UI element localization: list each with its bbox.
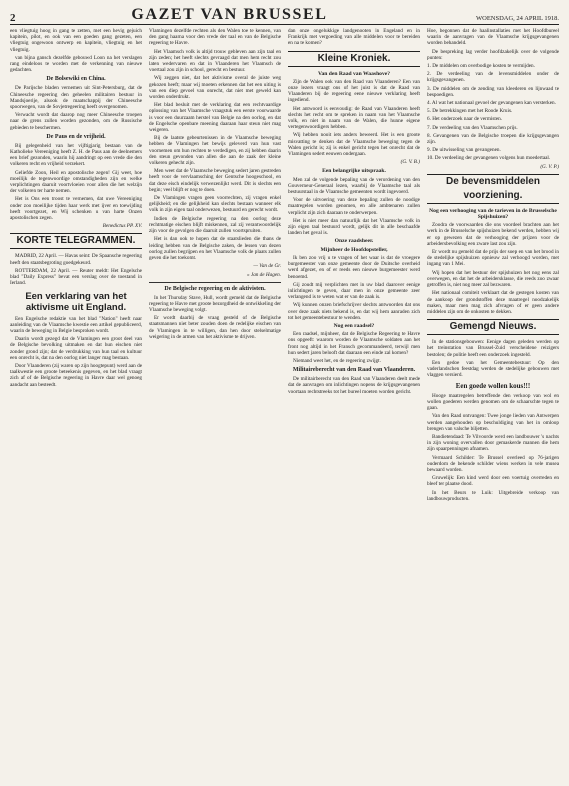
- paragraph: Een raadsel, mijnheer, dat de Belgische Regeering te Havre ons opgeeft: waarom worden de Vlaamsche soldaten aan het front nog altijd in het Fransch gecommandeerd, terwijl men hun sedert jaren belooft dat daaraan een einde zal komen?: [288, 331, 420, 356]
- article-signature: Benedictus PP. XV.: [102, 223, 142, 230]
- columns: [10, 28, 559, 780]
- newspaper-title: GAZET VAN BRUSSEL: [131, 6, 328, 23]
- paragraph: Het nationaal comiteit verklaart dat de gestegen kosten van de aankoop der grondstoffen deze maatregel noodzakelijk maken, maar men mag zich afvragen of er geen andere middelen zijn om de onkosten te dekken.: [427, 290, 559, 315]
- paragraph: Het is Ons een troost te vernemen, dat uwe Vereeniging onder zoo moeilijke tijden haar werk met ijver en toewijding heeft voortgezet, en Wij schenken u van harte Onzen apostolischen zegen.: [10, 196, 142, 222]
- paragraph: Gruwelijk: Een kind werd door een voertuig overreden en bleef ter plaatse dood.: [427, 475, 559, 488]
- article-headline: Een verklaring van het aktivisme uit England.: [25, 290, 127, 313]
- paragraph: Men zal de volgende bepaling van de verordening van den Gouverneur-Generaal lezen, waarbij de Vlaamsche taal als bestuurstaal in de Vlaamsche gemeenten wordt ingevoerd.: [288, 176, 420, 196]
- article-headline: De Bolsewiki en China.: [46, 76, 106, 83]
- paragraph: Wij hebben nooit iets anders beweerd. Het is een groote misvatting te denken dat de Vlaamsche beweging tegen de Walen gericht is; zij is enkel gericht tegen het onrecht dat de Vlamingen sedert eeuwen ondergaan.: [288, 132, 420, 158]
- paragraph: Er wordt nu gemeld dat de prijs der soep en van het brood in de stedelijke spijshuizen opnieuw zal verhoogd worden, met ingang van 1 Mei.: [427, 249, 559, 268]
- paragraph: Bij gelegenheid van het vijftigjarig bestaan van de Katholieke Vereeniging heeft Z. H. de Paus aan de deelnemers een brief gezonden, waarin hij aandringt op een vrede die den volkeren recht en vrijheid verzekert.: [10, 142, 142, 168]
- column-1: [10, 28, 142, 780]
- paragraph: Hoe, begonnen dat de haalinstallaties met het Hoofdbureel waarin de aanvragen van de Vlaamsche krijgsgevangenen worden behandeld.: [427, 28, 559, 47]
- article-headline: Onze raadsheer.: [334, 238, 374, 245]
- article-signature: (G. V. P.): [540, 163, 559, 170]
- paragraph: Men weet dat de Vlaamsche beweging sedert jaren gestreden heeft voor de vervlaamsching der Gentsche hoogeschool, en dat deze eisch eindelijk verwezenlijkt werd. Dit is slechts een begin; veel blijft er nog te doen.: [149, 168, 281, 193]
- paragraph: De Vlamingen vragen geen voorrechten, zij vragen enkel gelijkheid; en die gelijkheid kan slechts bestaan wanneer elk volk in zijn eigen taal onderwezen, bestuurd en gerecht wordt.: [149, 195, 281, 214]
- article-headline: Mijnheer de Hoofdopsteller,: [320, 246, 388, 253]
- paragraph: Voor de uitvoering van deze bepaling zullen de noodige maatregelen worden genomen, en alle ambtenaren zullen verplicht zijn zich daaraan te onderwerpen.: [288, 197, 420, 216]
- list-item: 6. Het onderzoek naar de vermisten.: [427, 116, 503, 123]
- list-item: 2. De verdeeling van de levensmiddelen onder de krijgsgevangenen.: [427, 71, 559, 84]
- paragraph: Het antwoord is eenvoudig: de Raad van Vlaanderen heeft slechts het recht om te spreken in naam van het Vlaamsche volk, en niet in naam van de Walen, die hunne eigene vertegenwoordigers hebben.: [288, 105, 420, 131]
- article-headline: Een goede wollen kous!!!: [455, 382, 531, 391]
- paragraph: De bespreking lag verder hoofdzakelijk over de volgende punten:: [427, 48, 559, 61]
- article-signature: (G. V. B.): [400, 159, 420, 166]
- article-headline: Nog een raadsel?: [333, 322, 375, 329]
- paragraph: De Parijsche bladen vernemen uit Sint-Petersburg, dat de Chineesche regeering den geheelen militairen bestuur in Mandsjoerije, alsook de maatschappij der Chineesche spoorwegen, van de Sovjetregeering heeft overgenomen.: [10, 85, 142, 111]
- issue-date: WOENSDAG, 24 APRIL 1918.: [475, 15, 559, 22]
- paragraph: De militairberecht van den Raad van Vlaanderen deelt mede dat de aanvragen om inlichtingen nopens de krijgsgevangenen voortaan rechtstreeks tot het bureel moeten worden gericht.: [288, 376, 420, 395]
- paragraph: van bijna gansch dezelfde gebouwd Loon na het verslagen rang eindeloos te worden met de verkenning van nieuwe gedachten.: [10, 54, 142, 74]
- paragraph: Het blad besluit met de verklaring dat een rechtvaardige oplossing van het Vlaamsche vraagstuk een eerste voorwaarde is voor een duurzaam herstel van Belgie na den oorlog, en dat de Engelsche openbare meening daaraan haar steun niet mag weigeren.: [149, 102, 281, 134]
- section-header: De bevensmiddelen voorziening.: [427, 174, 559, 204]
- list-item: 4. Al wat het nationaal gevoel der gevangenen kan versterken.: [427, 100, 556, 107]
- paragraph: Vlamingen dezelfde rechten als den Walen toe te kennen, van den gang haarna voor den vrede der taal en van de Belgische regeering te Havre.: [149, 28, 281, 47]
- list-item: 3. De middelen om de zending van kleederen en lijnwaad te bespoedigen.: [427, 85, 559, 98]
- paragraph: Geliefde Zoon, Heil en apostolische zegen! Gij weet, hoe moeilijk de tegenwoordige omstandigheden zijn en welke verplichtingen daaruit voortvloeien voor allen die het welzijn der volkeren ter harte nemen.: [10, 169, 142, 195]
- article-headline: Van den Raad van Waashove?: [317, 70, 391, 77]
- paragraph: In het Beurs te Luik: Uitgebreide verkoop van landbouwproducten.: [427, 489, 559, 502]
- paragraph: Een Engelsche redaktie van het blad "Nation" heeft naar aanleiding van de Vlaamsche kwestie een artikel gepubliceerd, waarin de beweging in Belgie besproken wordt.: [10, 315, 142, 334]
- paragraph: Zijn de Walen ook van den Raad van Vlaanderen? Een van onze lezers vraagt ons of het juist is dat de Raad van Vlaanderen bij de regeering eene nieuwe verklaring heeft ingediend.: [288, 78, 420, 104]
- page-number: 2: [10, 12, 16, 24]
- list-item: 9. De uitwisseling van gevangenen.: [427, 147, 501, 154]
- divider: [149, 282, 281, 283]
- list-item: 1. De middelen om overbodige kosten te vermijden.: [427, 63, 535, 70]
- article-signature: » Jan de Hagen.: [247, 272, 281, 279]
- list-item: 7. De verdeeling van den Vlaamschen prijs.: [427, 124, 518, 131]
- paragraph: Wij zeggen niet, dat het aktivisme overal de juiste weg gekozen heeft; maar wij moeten erkennen dat het een uiting is van een diep gevoel van onrecht, dat niet met geweld kan worden onderdrukt.: [149, 75, 281, 101]
- paragraph: In het Thursday Stave, Hull, wordt gemeld dat de Belgische regeering te Havre met groote bezorgdheid de ontwikkeling der Vlaamsche beweging volgt.: [149, 294, 281, 313]
- paragraph: Indien de Belgische regeering na den oorlog deze rechtmatige eischen blijft miskennen, zal zij verantwoordelijk zijn voor de gevolgen die daaruit zullen voortspruiten.: [149, 215, 281, 235]
- paragraph: Bij de laatste gebeurtenissen in de Vlaamsche beweging hebben de Vlamingen het bewijs geleverd van hun vast voornemen om hun rechten te verdedigen, en zij hebben daarin den steun gevonden van allen die aan de zaak der kleine volkeren gehecht zijn.: [149, 135, 281, 167]
- paragraph: Zoodra de voorwaarden die ons voordeel brachten aan het werk in de Brusselsche spijshuizen bekend werden, hebben wij er op gewezen dat de verhooging der prijzen voor de arbeidersbevolking een zware last zou zijn.: [427, 222, 559, 247]
- article-headline: Militaireberecht van den Raad van Vlaanderen.: [292, 367, 416, 374]
- paragraph: een vliegtuig hoog in gang te zetten, met een hevig gejuich kapitein, pilot, en ook van een goeden gang gezeten, een vliegtuig ongewoon ontwerp en kapitein, vliegtuig en het vliegtuig.: [10, 28, 142, 53]
- paragraph: Hooge maatregelen betreffende den verkoop van wol en wollen goederen werden genomen om de schaarschte tegen te gaan.: [427, 392, 559, 412]
- section-header: Kleine Kroniek.: [288, 51, 420, 67]
- telegram-item: MADRID, 22 April. — Havas seint: De Spaansche regeering heeft den staatsbegroting goedgekeurd.: [10, 253, 142, 266]
- article-signature: — Van de Gr.: [253, 263, 281, 270]
- paragraph: Wij kunnen onzen briefschrijver slechts antwoorden dat ons over deze zaak niets bekend is, en dat wij hem aanraden zich tot het gemeentebestuur te wenden.: [288, 302, 420, 321]
- article-headline: De Paus en de vrijheid.: [46, 133, 106, 140]
- paragraph: Verwacht wordt dat daarop nog meer Chineesche troepen naar de grens zullen worden gezonden, om de Russische gebieden te beschermen.: [10, 112, 142, 131]
- masthead: [10, 6, 559, 25]
- column-3: [288, 28, 420, 780]
- paragraph: dan onze ongelukkige landgenooten in Engeland en in Frankrijk met vergoeding van alle middelen voor te bereiden en na te komen?: [288, 28, 420, 47]
- list-item: 10. De verdeeling der gevangenen volgens hun moedertaal.: [427, 155, 551, 162]
- paragraph: In de stationsgebouwen: Eenige dagen geleden werden op het treinstation van Brussel-Zuid verscheidene reizigers bestolen; de politie heeft een onderzoek ingesteld.: [427, 339, 559, 358]
- section-header: KORTE TELEGRAMMEN.: [10, 233, 142, 249]
- section-header: Gemengd Nieuws.: [427, 319, 559, 335]
- article-headline: Een belangrijke uitspraak.: [322, 168, 386, 175]
- telegram-item: ROTTERDAM, 22 April. — Reuter meldt: Het Engelsche blad "Daily Express" bevat een verslag over de toestand in Ierland.: [10, 267, 142, 287]
- paragraph: Door Vlaanderen (zij waren op zijn hoogtepunt) werd aan de taalkwestie een groote beteekenis gegeven, en het blad vraagt zich af of de Belgische regeering in Havre daar wel genoeg aandacht aan besteedt.: [10, 362, 142, 388]
- paragraph: Niemand weet het, en de regeering zwijgt.: [293, 357, 381, 364]
- column-2: [149, 28, 281, 780]
- paragraph: Het Vlaamsch volk is altijd trouw gebleven aan zijn taal en zijn zeden; het heeft slechts gevraagd dat men hem recht zou laten wedervaren en dat in Vlaanderen het Vlaamsch de voertaal zou zijn in school, gerecht en bestuur.: [149, 48, 281, 74]
- paragraph: Bandietendaad: Te Vilvoorde werd een landbouwer 's nachts in zijn woning overvallen door gemaskerde mannen die hem zijn spaarpenningen afnamen.: [427, 434, 559, 453]
- paragraph: Vermaard Schilder: Te Brussel overleed op 76-jarigen ouderdom de bekende schilder wiens werken in vele musea bewaard worden.: [427, 454, 559, 474]
- paragraph: Het is dan ook te hopen dat de staatslieden die thans de leiding hebben van de Belgische zaken, de lessen van dezen oorlog zullen begrijpen en het Vlaamsche volk de plaats zullen geven die het toekomt.: [149, 236, 281, 261]
- paragraph: Er wordt daarbij de vraag gesteld of de Belgische staatsmannen niet beter zouden doen de redelijke eischen van de Vlamingen in te willigen, dan hen door stelselmatige weigering in de armen van het aktivisme te drijven.: [149, 315, 281, 340]
- paragraph: Het is niet meer dan natuurlijk dat het Vlaamsche volk in zijn eigen taal bestuurd wordt, gelijk dit in alle beschaafde landen het geval is.: [288, 217, 420, 237]
- column-4: [427, 28, 559, 780]
- paragraph: Van den Raad ontvangen: Twee jonge lieden van Antwerpen werden aangehouden op beschuldiging van het in omloop brengen van valsche biljetten.: [427, 413, 559, 432]
- list-item: 5. De betrekkingen met het Roode Kruis.: [427, 108, 513, 115]
- paragraph: Een gedoe van het Gemeentebestuur: Op den vaderlandschen feestdag werden de stedelijke gebouwen met vlaggen versierd.: [427, 359, 559, 379]
- paragraph: Wij hopen dat het bestuur der spijshuizen het nog eens zal overwegen, en dat het de arbeidersklasse, die reeds zoo zwaar getroffen is, niet nog meer zal bezwaren.: [427, 269, 559, 289]
- article-headline: Nog een verhooging van de tarieven in de Brusselsche Spijshuizen?: [429, 207, 557, 221]
- paragraph: Gij zoudt mij verplichten met in uw blad daarover eenige inlichtingen te geven, daar men in onze gemeente zeer verlangend is te weten wat er van de zaak is.: [288, 281, 420, 301]
- article-headline: De Belgische regeering en de aktivisten.: [164, 285, 266, 292]
- paragraph: Ik ben zoo vrij u te vragen of het waar is dat de vroegere burgemeester van onze gemeente door de Duitsche overheid werd afgezet, en of er reeds een nieuwe burgemeester werd benoemd.: [288, 254, 420, 280]
- list-item: 8. Gevangenen van de Belgische troepen die krijgsgevangen zijn.: [427, 132, 559, 146]
- paragraph: Daarin wordt gezegd dat de Vlamingen een groot deel van de Belgische bevolking uitmaken en dat hun eischen niet zonder grond zijn; dat de verdrukking van hun taal en kultuur een onrecht is, dat na den oorlog niet langer mag bestaan.: [10, 336, 142, 361]
